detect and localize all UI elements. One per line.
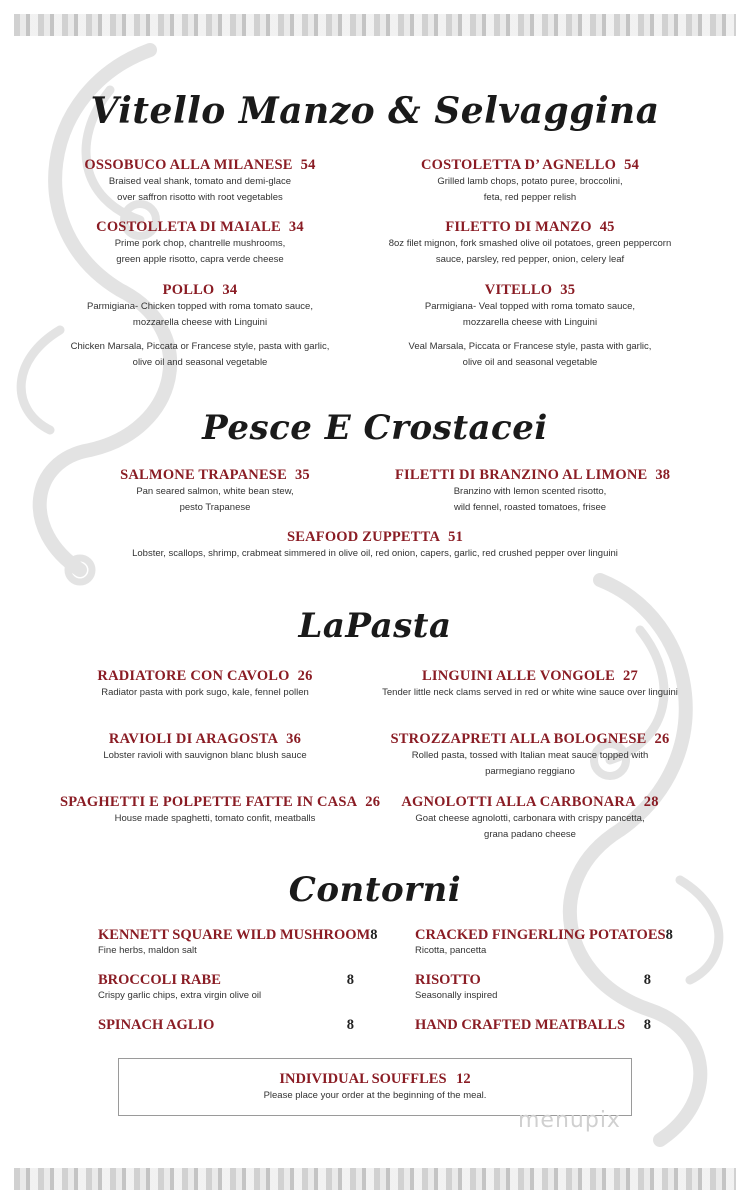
- item-description: Ricotta, pancetta: [415, 945, 487, 956]
- item-description: Lobster, scallops, shrimp, crabmeat simmered in olive oil, red onion, capers, garlic, red crushed pepper over linguini: [132, 548, 618, 559]
- item-price: 8: [370, 927, 378, 943]
- item-description: Prime pork chop, chantrelle mushrooms,: [114, 238, 286, 249]
- item-description: green apple risotto, capra verde cheese: [116, 254, 284, 265]
- item-name: SALMONE TRAPANESE 35: [120, 467, 310, 483]
- item-description: Parmigiana- Veal topped with roma tomato sauce,: [424, 301, 636, 312]
- item-description: pesto Trapanese: [179, 502, 251, 513]
- menu-item-costolleta-maiale: [70, 219, 330, 268]
- menu-item-salmone: [90, 467, 340, 516]
- menu-item-strozzapreti: [375, 731, 685, 780]
- item-name: CRACKED FINGERLING POTATOES: [415, 927, 666, 943]
- item-description: sauce, parsley, red pepper, onion, celery leaf: [435, 254, 625, 265]
- item-name: KENNETT SQUARE WILD MUSHROOM: [98, 927, 371, 943]
- item-name: STROZZAPRETI ALLA BOLOGNESE 26: [390, 731, 670, 747]
- item-name: COSTOLETTA D’ AGNELLO 54: [420, 157, 640, 173]
- item-name: BROCCOLI RABE: [98, 972, 221, 988]
- item-name: RISOTTO: [415, 972, 481, 988]
- menu-item-linguini: [375, 668, 685, 701]
- side-item-meatballs: [415, 1017, 651, 1034]
- item-name: VITELLO 35: [484, 282, 576, 298]
- item-name: LINGUINI ALLE VONGOLE 27: [422, 668, 638, 684]
- menu-item-filetto-manzo: [375, 219, 685, 268]
- side-item-spinach: [98, 1017, 354, 1034]
- item-description: Chicken Marsala, Piccata or Francese style, pasta with garlic,: [70, 341, 330, 352]
- menu-item-pollo: [70, 282, 330, 371]
- side-item-risotto: [415, 972, 651, 1003]
- item-price: 8: [643, 1017, 651, 1033]
- item-description: Lobster ravioli with sauvignon blanc blush sauce: [103, 750, 307, 761]
- side-item-mushroom: [98, 927, 378, 958]
- item-description: mozzarella cheese with Linguini: [462, 317, 598, 328]
- menu-item-costoletta-agnello: [375, 157, 685, 206]
- section-title-fish: Pesce E Crostacei: [202, 408, 548, 448]
- item-description: Parmigiana- Chicken topped with roma tomato sauce,: [86, 301, 313, 312]
- item-name: SPINACH AGLIO: [98, 1017, 215, 1033]
- item-price: 8: [346, 1017, 354, 1033]
- item-description: Veal Marsala, Piccata or Francese style, pasta with garlic,: [408, 341, 652, 352]
- item-name: RADIATORE CON CAVOLO 26: [97, 668, 313, 684]
- item-price: 8: [643, 972, 651, 988]
- item-description: Crispy garlic chips, extra virgin olive oil: [98, 990, 262, 1001]
- item-name: RAVIOLI DI ARAGOSTA 36: [108, 731, 302, 747]
- item-name: FILETTI DI BRANZINO AL LIMONE 38: [395, 467, 671, 483]
- item-name: FILETTO DI MANZO 45: [445, 219, 615, 235]
- item-description: Rolled pasta, tossed with Italian meat sauce topped with: [411, 750, 649, 761]
- item-description: grana padano cheese: [484, 829, 576, 840]
- menu-item-ravioli: [70, 731, 340, 764]
- item-description: feta, red pepper relish: [483, 192, 577, 203]
- item-description: Braised veal shank, tomato and demi-glace: [108, 176, 292, 187]
- watermark-logo: menupix: [518, 1108, 621, 1133]
- item-description: Branzino with lemon scented risotto,: [453, 486, 607, 497]
- menu-item-radiatore: [70, 668, 340, 701]
- item-description: Pan seared salmon, white bean stew,: [136, 486, 294, 497]
- item-name: COSTOLLETA DI MAIALE 34: [96, 219, 304, 235]
- item-description: House made spaghetti, tomato confit, meatballs: [114, 813, 316, 824]
- item-description: over saffron risotto with root vegetables: [117, 192, 283, 203]
- item-name: POLLO 34: [162, 282, 238, 298]
- item-name: SEAFOOD ZUPPETTA 51: [286, 529, 464, 545]
- item-price: 8: [346, 972, 354, 988]
- item-description: 8oz filet mignon, fork smashed olive oil potatoes, green peppercorn: [388, 238, 672, 249]
- item-name: SPAGHETTI E POLPETTE FATTE IN CASA 26: [60, 794, 381, 810]
- item-price: 8: [665, 927, 673, 943]
- section-title-pasta: LaPasta: [298, 606, 452, 646]
- side-item-broccoli: [98, 972, 354, 1003]
- item-description: olive oil and seasonal vegetable: [462, 357, 598, 368]
- menu-item-spaghetti: [60, 794, 381, 827]
- item-name: OSSOBUCO ALLA MILANESE 54: [84, 157, 316, 173]
- item-name: AGNOLOTTI ALLA CARBONARA 28: [401, 794, 659, 810]
- souffle-note: Please place your order at the beginning of the meal.: [263, 1090, 487, 1101]
- bottom-ornament-band: [14, 1168, 736, 1190]
- top-ornament-band: [14, 14, 736, 36]
- menu-item-ossobuco: [70, 157, 330, 206]
- menu-item-seafood-zuppetta: [75, 529, 675, 562]
- item-description: Grilled lamb chops, potato puree, broccolini,: [437, 176, 623, 187]
- item-description: Radiator pasta with pork sugo, kale, fennel pollen: [101, 687, 309, 698]
- item-description: parmegiano reggiano: [485, 766, 575, 777]
- item-description: wild fennel, roasted tomatoes, frisee: [453, 502, 607, 513]
- menu-item-branzino: [395, 467, 671, 516]
- souffle-name: INDIVIDUAL SOUFFLES 12: [279, 1071, 471, 1087]
- item-description: Tender little neck clams served in red or white wine sauce over linguini: [382, 687, 678, 698]
- item-description: Seasonally inspired: [415, 990, 498, 1001]
- item-name: HAND CRAFTED MEATBALLS: [415, 1017, 626, 1033]
- section-title-meat: Vitello Manzo & Selvaggina: [90, 90, 660, 132]
- item-description: mozzarella cheese with Linguini: [132, 317, 268, 328]
- item-description: Fine herbs, maldon salt: [98, 945, 197, 956]
- section-title-sides: Contorni: [288, 870, 462, 910]
- item-description: Goat cheese agnolotti, carbonara with crispy pancetta,: [415, 813, 645, 824]
- menu-item-vitello: [375, 282, 685, 371]
- item-description: olive oil and seasonal vegetable: [132, 357, 268, 368]
- side-item-potatoes: [415, 927, 673, 958]
- menu-item-agnolotti: [375, 794, 685, 843]
